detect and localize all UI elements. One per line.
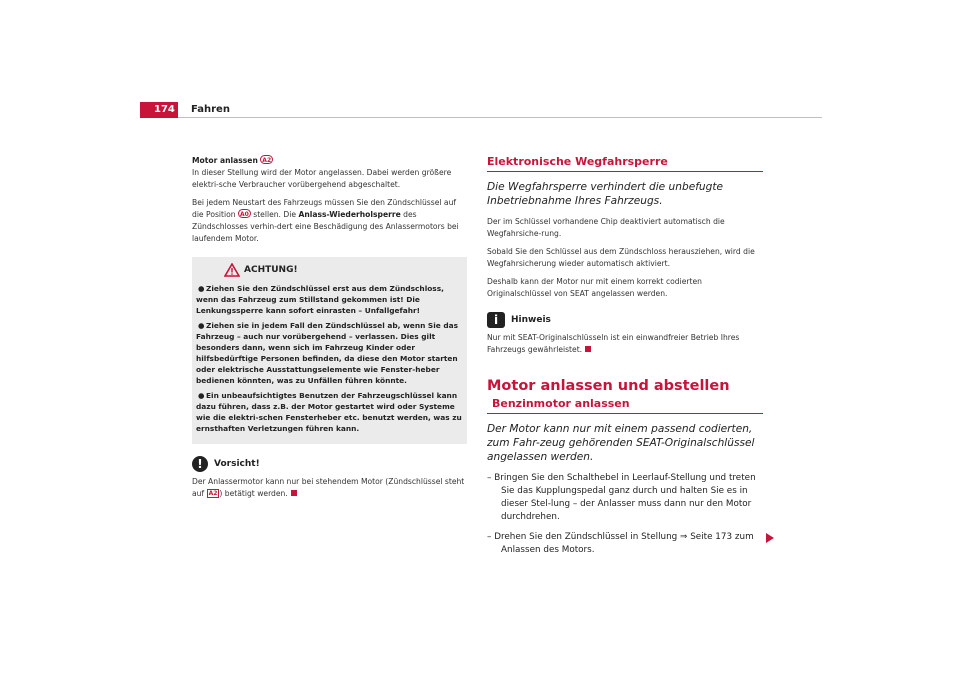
warning-header: [224, 263, 463, 277]
restart-bold-term: Anlass-Wiederholsperre: [298, 210, 401, 219]
warning-item-text: Ziehen sie in jedem Fall den Zündschlüssel ab, wenn Sie das Fahrzeug – auch nur vorübergehend – verlassen. Dies gilt besonders dann, wenn sich im Fahrzeug Kinder oder hilfsbedürftige Personen befinden, da diese den Motor starten oder elektrische Ausstattungselemente wie Fenster-heber bedienen könnten, was zu Unfällen führen könnte.: [196, 321, 459, 385]
warning-item: [196, 390, 463, 434]
subsection-title: Benzinmotor anlassen: [492, 397, 630, 410]
warning-triangle-icon: [224, 263, 240, 277]
note-text: [487, 332, 767, 356]
section-rule: [487, 171, 763, 172]
warning-item-text: Ziehen Sie den Zündschlüssel erst aus dem Zündschloss, wenn das Fahrzeug zum Stillstand gekommen ist! Die Lenkungssperre kann sofort einrasten – Unfallgefahr!: [196, 284, 444, 315]
continue-arrow-icon: [766, 533, 774, 543]
left-column: [192, 155, 467, 500]
lead-text-immobilizer: Die Wegfahrsperre verhindert die unbefugte Inbetriebnahme Ihres Fahrzeugs.: [487, 181, 724, 207]
caution-label: Vorsicht!: [214, 459, 260, 469]
restart-text-b: stellen. Die: [250, 210, 299, 219]
page-number: 174: [140, 102, 178, 118]
caution-text-b: ) betätigt werden.: [219, 489, 288, 498]
restart-text-a: Bei jedem Neustart des Fahrzeugs müssen Sie den Zündschlüssel auf die Position: [192, 198, 457, 219]
section-title-immobilizer: Elektronische Wegfahrsperre: [487, 155, 668, 168]
motor-text: In dieser Stellung wird der Motor angelassen. Dabei werden größere elektri-sche Verbraucher vorübergehend abgeschaltet.: [192, 168, 452, 189]
immobilizer-paragraph: Sobald Sie den Schlüssel aus dem Zündschloss herausziehen, wird die Wegfahrsicherung wieder automatisch aktiviert.: [487, 247, 755, 268]
motor-heading: Motor anlassen: [192, 156, 258, 165]
exclamation-icon: !: [192, 456, 208, 472]
bullet-icon: ●: [198, 284, 205, 293]
caution-header: [192, 456, 467, 472]
warning-box: [192, 257, 467, 444]
bullet-icon: ●: [198, 391, 205, 400]
position-ref-badge[interactable]: A2: [208, 490, 218, 497]
page-header-title: Fahren: [191, 104, 230, 115]
position-ref-badge[interactable]: A0: [240, 211, 249, 218]
warning-item: [196, 283, 463, 316]
instruction-step[interactable]: – Drehen Sie den Zündschlüssel in Stellung ⇒ Seite 173 zum Anlassen des Motors.: [487, 532, 754, 555]
position-ref-badge[interactable]: A2: [262, 157, 272, 164]
note-text-content: Nur mit SEAT-Originalschlüsseln ist ein einwandfreier Betrieb Ihres Fahrzeugs gewährleistet.: [487, 333, 740, 354]
note-header: [487, 312, 767, 328]
caution-text-a: Der Anlassermotor kann nur bei stehendem Motor (Zündschlüssel steht auf: [192, 477, 465, 498]
bullet-icon: ●: [198, 321, 205, 330]
warning-label: ACHTUNG!: [244, 265, 298, 275]
immobilizer-paragraph: Der im Schlüssel vorhandene Chip deaktiviert automatisch die Wegfahrsiche-rung.: [487, 217, 725, 238]
restart-paragraph: [192, 197, 467, 245]
section-rule: [487, 413, 763, 414]
restart-text-c: des Zündschlosses verhin-dert eine Beschädigung des Anlassermotors bei laufendem Motor.: [192, 210, 459, 243]
instruction-step: – Bringen Sie den Schalthebel in Leerlauf-Stellung und treten Sie das Kupplungspedal ganz durch und halten Sie es in dieser Stel-lung – der Anlasser muss dann nur den Motor durchdrehen.: [487, 473, 756, 522]
right-column: [487, 155, 767, 564]
warning-item-text: Ein unbeaufsichtigtes Benutzen der Fahrzeugschlüssel kann dazu führen, dass z.B. der Motor gestartet wird oder Systeme wie die elektri-schen Fensterheber etc. benutzt werden, was zu ernsthaften Verletzungen führen kann.: [196, 391, 462, 433]
motor-paragraph: [192, 155, 467, 191]
immobilizer-paragraph: Deshalb kann der Motor nur mit einem korrekt codierten Originalschlüssel von SEAT angelassen werden.: [487, 277, 702, 298]
section-end-icon: [585, 346, 591, 352]
header-rule: [178, 117, 822, 118]
caution-text: [192, 476, 467, 500]
chapter-title: Motor anlassen und abstellen: [487, 378, 730, 394]
lead-text-start: Der Motor kann nur mit einem passend codierten, zum Fahr-zeug gehörenden SEAT-Originalschlüssel angelassen werden.: [487, 423, 755, 463]
warning-item: [196, 320, 463, 386]
note-info-icon: i: [487, 312, 505, 328]
note-label: Hinweis: [511, 315, 551, 325]
section-end-icon: [291, 490, 297, 496]
